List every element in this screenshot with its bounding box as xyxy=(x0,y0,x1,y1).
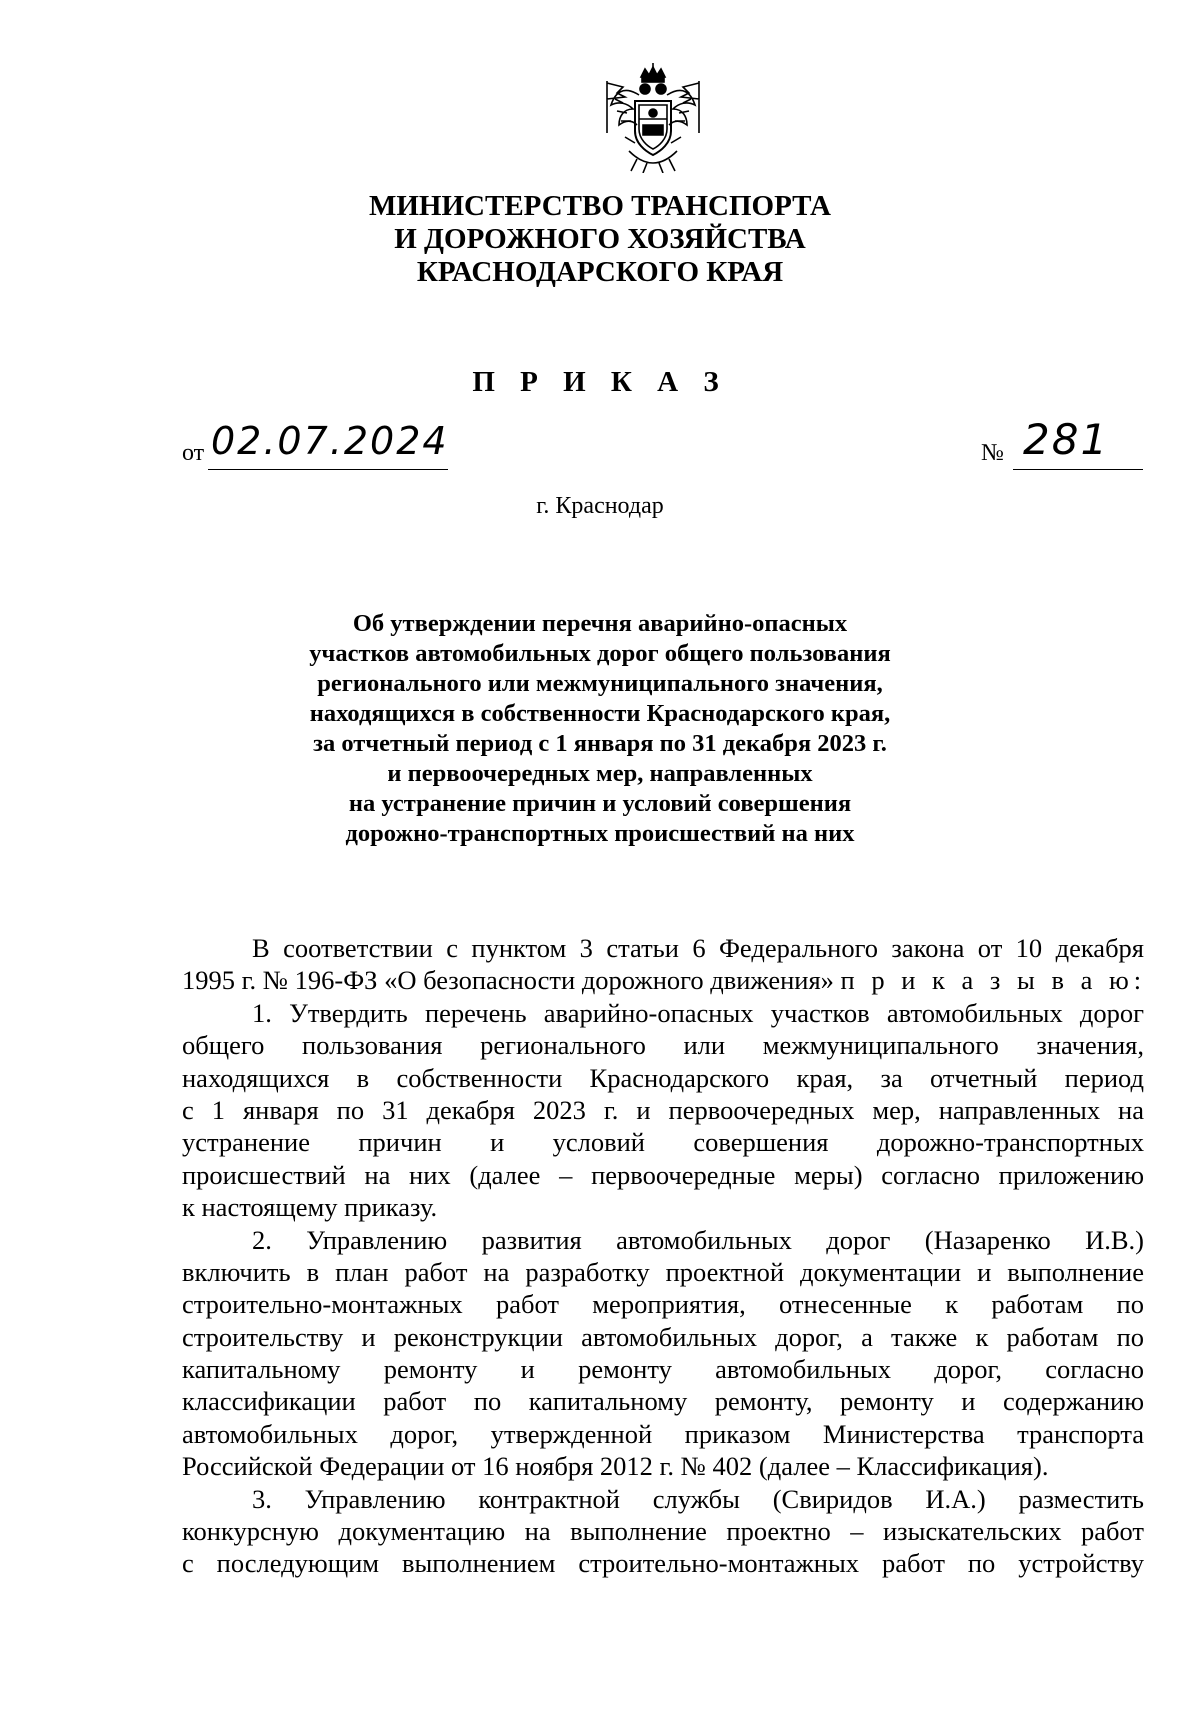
order-heading xyxy=(300,609,900,849)
order-verb: п р и к а з ы в а ю: xyxy=(840,965,1147,996)
heading-line: и первоочередных мер, направленных xyxy=(387,760,813,787)
order-body xyxy=(182,932,1147,1580)
body-line: 3. Управлению контрактной службы (Свиридов И.А.) разместить xyxy=(252,1483,1144,1514)
body-line: Российской Федерации от 16 ноября 2012 г. № 402 (далее – Классификация). xyxy=(182,1451,1049,1482)
date-prefix: от xyxy=(182,440,205,466)
body-line: строительно-монтажных работ мероприятия, отнесенные к работам по xyxy=(182,1289,1144,1320)
ministry-name-line-3: КРАСНОДАРСКОГО КРАЯ xyxy=(416,256,784,288)
krasnodar-coat-of-arms-icon xyxy=(601,63,705,173)
body-line: 1. Утвердить перечень аварийно-опасных участков автомобильных дорог xyxy=(252,997,1144,1028)
body-line: с последующим выполнением строительно-монтажных работ по устройству xyxy=(182,1548,1144,1579)
body-line-text: 1995 г. № 196-ФЗ «О безопасности дорожного движения» xyxy=(182,965,834,996)
body-line: конкурсную документацию на выполнение проектно – изыскательских работ xyxy=(182,1516,1144,1547)
order-title: П Р И К А З xyxy=(472,366,728,398)
body-line xyxy=(182,964,1147,996)
heading-line: за отчетный период с 1 января по 31 декабря 2023 г. xyxy=(313,730,887,757)
body-line: 2. Управлению развития автомобильных дорог (Назаренко И.В.) xyxy=(252,1224,1144,1255)
body-line: общего пользования регионального или межмуниципального значения, xyxy=(182,1030,1144,1061)
body-line: находящихся в собственности Краснодарского края, за отчетный период xyxy=(182,1062,1144,1093)
body-line: устранение причин и условий совершения дорожно-транспортных xyxy=(182,1127,1144,1158)
handwritten-date: 02.07.2024 xyxy=(211,419,449,463)
heading-line: находящихся в собственности Краснодарского края, xyxy=(309,700,891,727)
number-underline xyxy=(1013,469,1143,470)
body-line: строительству и реконструкции автомобильных дорог, а также к работам по xyxy=(182,1321,1144,1352)
heading-line: дорожно-транспортных происшествий на них xyxy=(345,820,855,847)
body-line: происшествий на них (далее – первоочередные меры) согласно приложению xyxy=(182,1159,1144,1190)
heading-line: Об утверждении перечня аварийно-опасных xyxy=(352,610,848,637)
body-line: к настоящему приказу. xyxy=(182,1192,438,1223)
body-line: В соответствии с пунктом 3 статьи 6 Федерального закона от 10 декабря xyxy=(252,933,1144,963)
heading-line: участков автомобильных дорог общего пользования xyxy=(309,640,891,667)
ministry-name-line-2: И ДОРОЖНОГО ХОЗЯЙСТВА xyxy=(394,223,806,255)
date-number-row xyxy=(0,415,1200,475)
body-line: включить в план работ на разработку проектной документации и выполнение xyxy=(182,1256,1144,1287)
body-line: с 1 января по 31 декабря 2023 г. и первоочередных мер, направленных на xyxy=(182,1094,1144,1125)
city: г. Краснодар xyxy=(536,493,664,519)
ministry-name-line-1: МИНИСТЕРСТВО ТРАНСПОРТА xyxy=(369,190,831,222)
heading-line: регионального или межмуниципального значения, xyxy=(317,670,883,697)
body-line: капитальному ремонту и ремонту автомобильных дорог, согласно xyxy=(182,1354,1144,1385)
number-prefix: № xyxy=(981,440,1004,466)
body-line: классификации работ по капитальному ремонту, ремонту и содержанию xyxy=(182,1386,1144,1417)
heading-line: на устранение причин и условий совершения xyxy=(348,790,852,817)
date-underline xyxy=(208,469,448,470)
handwritten-order-number: 281 xyxy=(1023,415,1110,464)
body-line: автомобильных дорог, утвержденной приказом Министерства транспорта xyxy=(182,1418,1144,1449)
